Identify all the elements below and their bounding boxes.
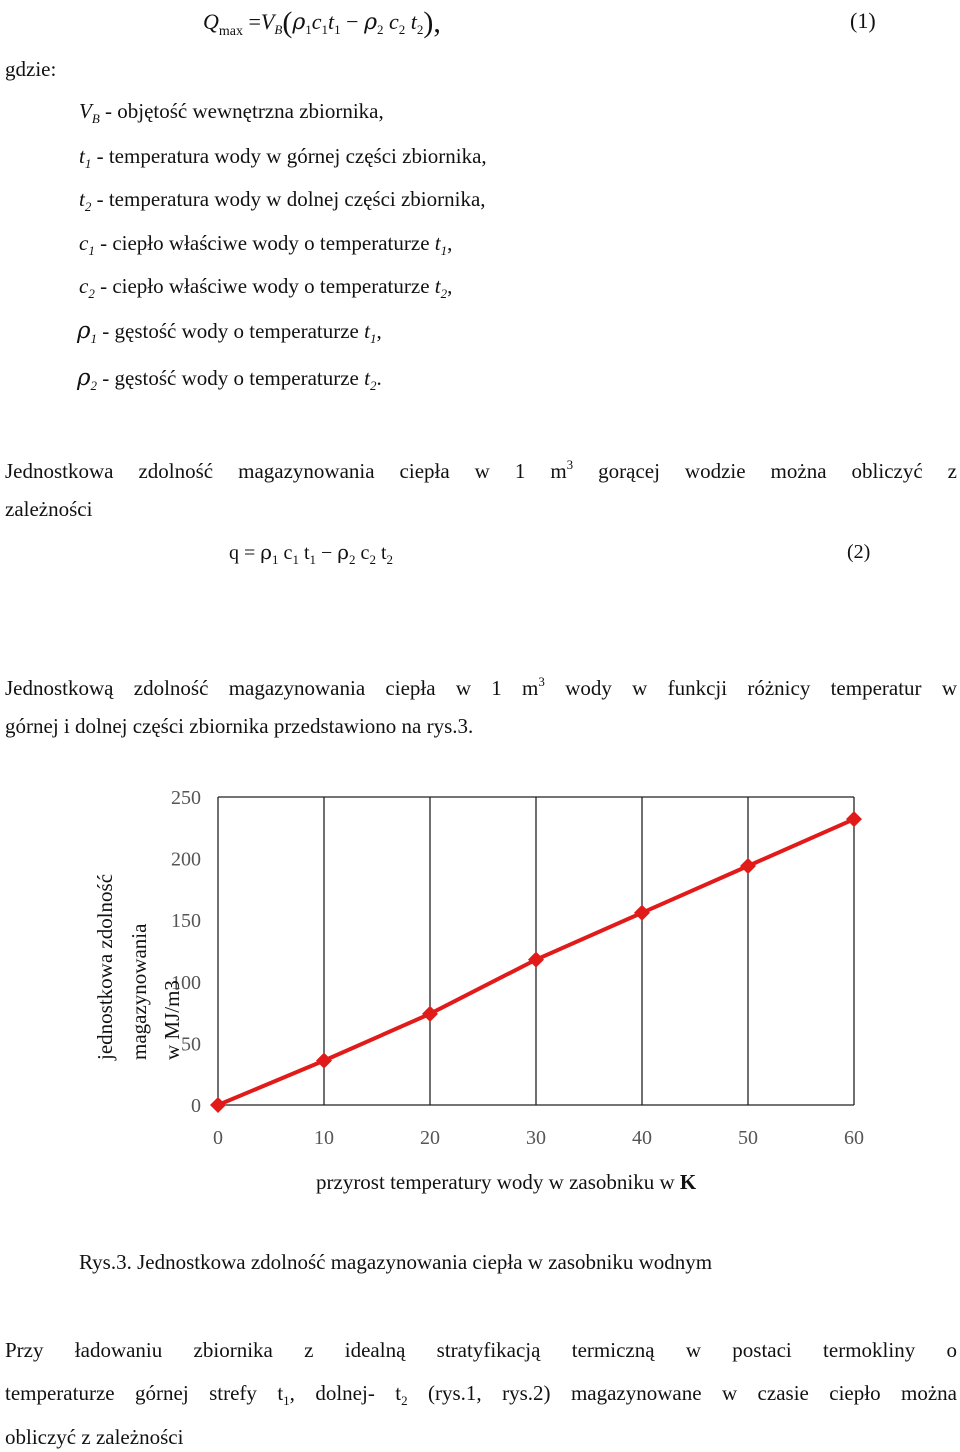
def-c1: $c_1$ - ciepło właściwe wody o temperaturze $t_1$,	[79, 231, 453, 258]
para3-line2: temperaturze górnej strefy $t_1$, dolnej- $t_2$ (rys.1, rys.2) magazynowane w czasie ciepło można	[5, 1381, 957, 1408]
y-tick-label-200: 200	[171, 848, 201, 871]
para1-line1: Jednostkowa zdolność magazynowania ciepła w 1 $m^3$ gorącej wodzie można obliczyć z	[5, 457, 957, 483]
x-tick-label-40: 40	[632, 1127, 652, 1149]
figure-caption: Rys.3. Jednostkowa zdolność magazynowania ciepła w zasobniku wodnym	[79, 1250, 713, 1274]
y-tick-label-250: 250	[171, 787, 201, 809]
y-axis-label-line-1: jednostkowa zdolność	[93, 873, 117, 1060]
gdzie-label: gdzie:	[5, 57, 57, 81]
para2-line1: Jednostkową zdolność magazynowania ciepła w 1 $m^3$ wody w funkcji różnicy temperatur w	[5, 674, 957, 700]
data-point-10	[316, 1053, 332, 1069]
def-c2: $c_2$ - ciepło właściwe wody o temperaturze $t_2$,	[79, 274, 453, 301]
data-point-40	[634, 905, 650, 921]
y-tick-label-100: 100	[171, 971, 201, 994]
y-axis-label-line-3: w MJ/m3	[160, 980, 184, 1060]
def-rho1: $\rho_1$ - gęstość wody o temperaturze $t_1$,	[77, 318, 382, 346]
y-tick-label-150: 150	[171, 910, 201, 933]
def-rho2: $\rho_2$ - gęstość wody o temperaturze $t_2$.	[77, 365, 382, 393]
eq1-rho2: ρ	[364, 10, 378, 35]
data-point-20	[422, 1006, 438, 1022]
equation-2-number: (2)	[847, 541, 871, 563]
x-tick-label-50: 50	[738, 1127, 758, 1149]
para3-line3: obliczyć z zależności	[5, 1425, 184, 1449]
x-tick-label-60: 60	[844, 1127, 864, 1149]
equation-2: $q = \rho_1$ $c_1$ $t_1 - \rho_2$ $c_2$ $t_2$	[229, 540, 393, 567]
eq1-minus: −	[346, 9, 359, 34]
eq1-B: B	[274, 22, 283, 37]
eq1-open-paren: (	[282, 6, 293, 39]
para2-line2: górnej i dolnej części zbiornika przedstawiono na rys.3.	[5, 714, 474, 738]
data-point-30	[528, 952, 544, 968]
chart-rys3	[0, 770, 960, 1210]
eq1-rho1: ρ	[292, 10, 306, 35]
def-vb: $V_B$ - objętość wewnętrzna zbiornika,	[79, 99, 384, 126]
x-axis-label: przyrost temperatury wody w zasobniku w K	[316, 1170, 697, 1194]
def-t2: $t_2$ - temperatura wody w dolnej części zbiornika,	[79, 187, 486, 214]
data-point-50	[740, 858, 756, 874]
eq1-Q: Q	[203, 9, 219, 34]
para1-line2: zależności	[5, 497, 93, 521]
x-tick-label-10: 10	[314, 1127, 334, 1149]
y-axis-label-line-2: magazynowania	[127, 923, 151, 1060]
eq1-equals: =	[248, 9, 261, 34]
para3-line1: Przy ładowaniu zbiornika z idealną stratyfikacją termiczną w postaci termokliny o	[5, 1338, 957, 1362]
y-tick-label-0: 0	[191, 1095, 201, 1117]
data-point-60	[846, 811, 862, 827]
equation-1: $Q_{max} =V_B(\rho_1c_1t_1 - \rho_2$ $c_2$ $t_2$),	[203, 6, 441, 39]
eq1-V: V	[260, 9, 275, 34]
equation-1-number: (1)	[850, 8, 876, 33]
eq1-max: max	[218, 24, 243, 39]
x-tick-label-20: 20	[420, 1127, 440, 1149]
data-point-0	[210, 1097, 226, 1113]
def-t1: $t_1$ - temperatura wody w górnej części zbiornika,	[79, 144, 487, 171]
eq1-close-paren: ),	[423, 6, 441, 39]
y-tick-label-50: 50	[181, 1033, 201, 1056]
x-tick-label-0: 0	[213, 1127, 223, 1149]
x-tick-label-30: 30	[526, 1127, 546, 1149]
